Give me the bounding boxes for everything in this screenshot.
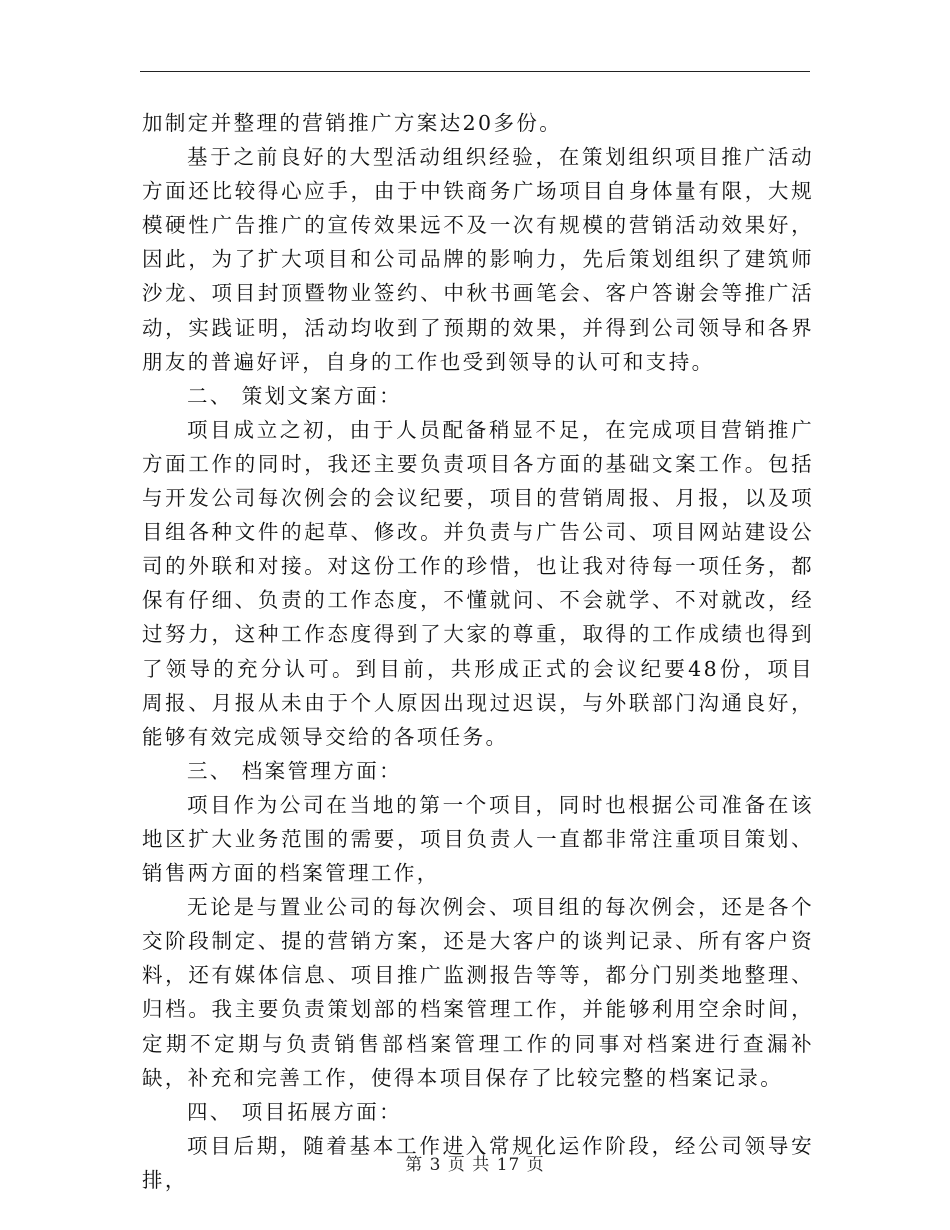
section-heading: 三、 档案管理方面：	[187, 758, 403, 783]
header-rule	[140, 71, 810, 72]
paragraph: 加制定并整理的营销推广方案达20多份。	[142, 111, 563, 135]
paragraph: 项目后期，随着基本工作进入常规化运作阶段，经公司领导安排，	[142, 1133, 814, 1192]
paragraph: 基于之前良好的大型活动组织经验，在策划组织项目推广活动方面还比较得心应手，由于中铁商务广场项目自身体量有限，大规模硬性广告推广的宣传效果远不及一次有规模的营销活动效果好，因此，为了扩大项目和公司品牌的影响力，先后策划组织了建筑师沙龙、项目封顶暨物业签约、中秋书画笔会、客户答谢会等推广活动，实践证明，活动均收到了预期的效果，并得到公司领导和各界朋友的普遍好评，自身的工作也受到领导的认可和支持。	[142, 145, 814, 374]
section-heading: 二、 策划文案方面：	[187, 383, 403, 408]
paragraph: 项目作为公司在当地的第一个项目，同时也根据公司准备在该地区扩大业务范围的需要，项目负责人一直都非常注重项目策划、销售两方面的档案管理工作，	[142, 792, 814, 886]
section-heading: 四、 项目拓展方面：	[187, 1099, 403, 1124]
paragraph: 项目成立之初，由于人员配备稍显不足，在完成项目营销推广方面工作的同时，我还主要负责项目各方面的基础文案工作。包括与开发公司每次例会的会议纪要，项目的营销周报、月报，以及项目组各种文件的起草、修改。并负责与广告公司、项目网站建设公司的外联和对接。对这份工作的珍惜，也让我对待每一项任务，都保有仔细、负责的工作态度，不懂就问、不会就学、不对就改，经过努力，这种工作态度得到了大家的尊重，取得的工作成绩也得到了领导的充分认可。到目前，共形成正式的会议纪要48份，项目周报、月报从未由于个人原因出现过迟误，与外联部门沟通良好，能够有效完成领导交给的各项任务。	[142, 417, 814, 749]
document-body	[142, 106, 814, 1197]
page-number: 第 3 页 共 17 页	[405, 1155, 545, 1175]
paragraph: 无论是与置业公司的每次例会、项目组的每次例会，还是各个交阶段制定、提的营销方案，还是大客户的谈判记录、所有客户资料，还有媒体信息、项目推广监测报告等等，都分门别类地整理、归档。我主要负责策划部的档案管理工作，并能够利用空余时间，定期不定期与负责销售部档案管理工作的同事对档案进行查漏补缺，补充和完善工作，使得本项目保存了比较完整的档案记录。	[142, 895, 814, 1090]
